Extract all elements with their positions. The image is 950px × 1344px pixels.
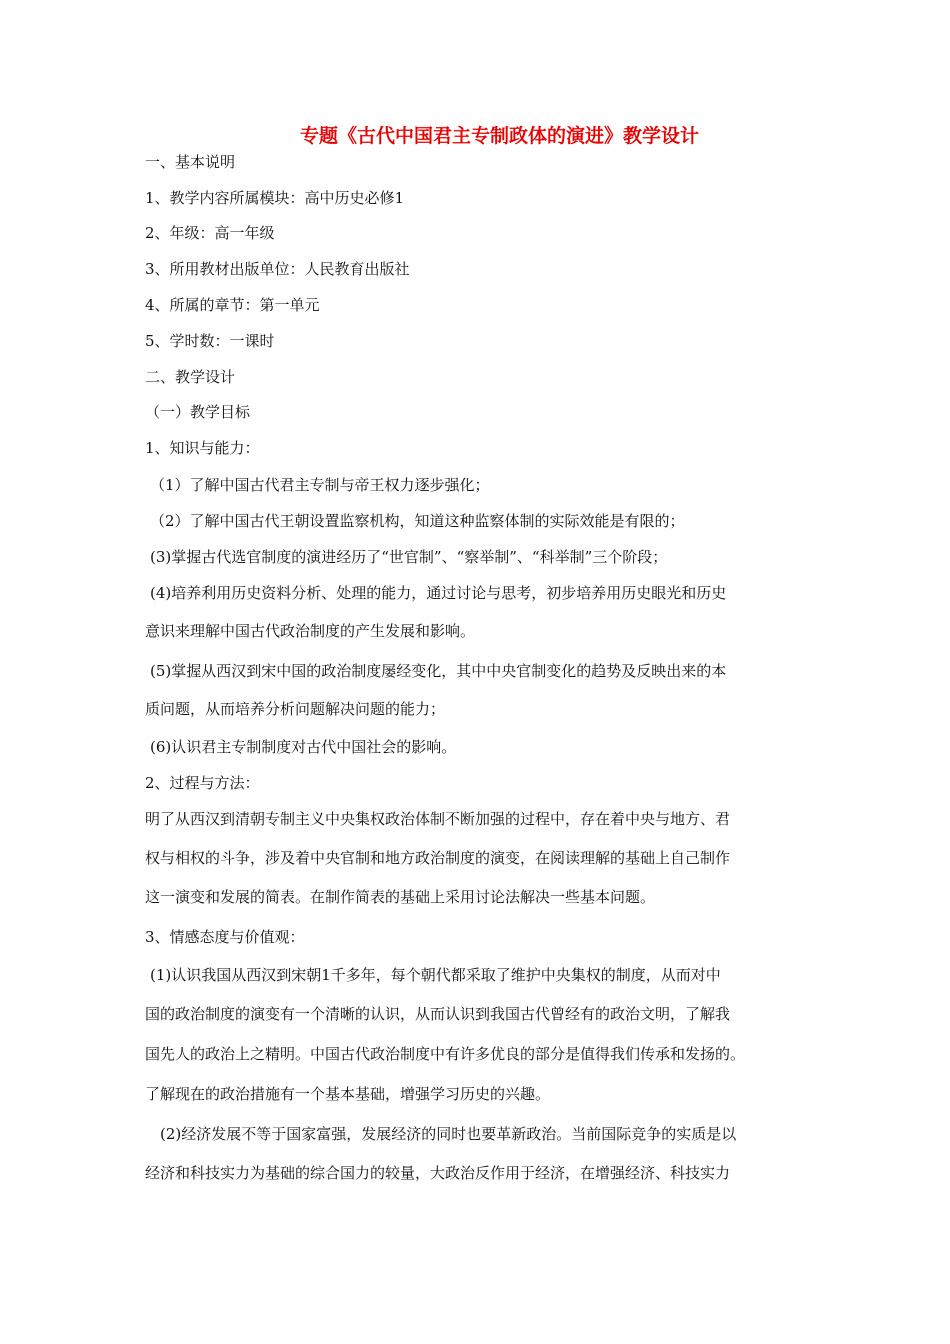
text-line: 2、过程与方法： — [145, 774, 260, 792]
text-line: 意识来理解中国古代政治制度的产生发展和影响。 — [145, 622, 476, 640]
document-title: 专题《古代中国君主专制政体的演进》教学设计 — [300, 125, 700, 147]
text-line: （1）了解中国古代君主专制与帝王权力逐步强化； — [150, 476, 490, 494]
text-line: 4、所属的章节：第一单元 — [145, 296, 320, 314]
subsection-heading: （一）教学目标 — [145, 403, 251, 421]
text-line: (5)掌握从西汉到宋中国的政治制度屡经变化，其中中央官制变化的趋势及反映出来的本 — [150, 662, 727, 680]
text-line: 这一演变和发展的简表。在制作简表的基础上采用讨论法解决一些基本问题。 — [145, 888, 656, 906]
section-heading: 二、教学设计 — [145, 368, 236, 386]
text-line: (6)认识君主专制制度对古代中国社会的影响。 — [150, 738, 457, 756]
text-line: (4)培养利用历史资料分析、处理的能力，通过讨论与思考，初步培养用历史眼光和历史 — [150, 584, 727, 602]
text-line: 3、所用教材出版单位：人民教育出版社 — [145, 260, 410, 278]
text-line: 了解现在的政治措施有一个基本基础，增强学习历史的兴趣。 — [145, 1085, 551, 1103]
text-line: 经济和科技实力为基础的综合国力的较量，大政治反作用于经济，在增强经济、科技实力 — [145, 1164, 731, 1182]
text-line: 1、知识与能力： — [145, 439, 260, 457]
text-line: 质问题，从而培养分析问题解决问题的能力； — [145, 700, 446, 718]
text-line: (3)掌握古代选官制度的演进经历了“世官制”、“察举制”、“科举制”三个阶段； — [150, 548, 668, 566]
text-line: 权与相权的斗争，涉及着中央官制和地方政治制度的演变，在阅读理解的基础上自己制作 — [145, 849, 731, 867]
text-line: 5、学时数：一课时 — [145, 332, 275, 350]
text-line: 2、年级：高一年级 — [145, 224, 275, 242]
text-line: 1、教学内容所属模块：高中历史必修1 — [145, 189, 405, 207]
section-heading: 一、基本说明 — [145, 153, 236, 171]
text-line: 国先人的政治上之精明。中国古代政治制度中有许多优良的部分是值得我们传承和发扬的。 — [145, 1045, 746, 1063]
text-line: 3、情感态度与价值观： — [145, 928, 305, 946]
text-line: （2）了解中国古代王朝设置监察机构，知道这种监察体制的实际效能是有限的； — [150, 512, 685, 530]
text-line: 国的政治制度的演变有一个清晰的认识，从而认识到我国古代曾经有的政治文明，了解我 — [145, 1005, 731, 1023]
text-line: (2)经济发展不等于国家富强，发展经济的同时也要革新政治。当前国际竞争的实质是以 — [160, 1125, 737, 1143]
text-line: 明了从西汉到清朝专制主义中央集权政治体制不断加强的过程中，存在着中央与地方、君 — [145, 810, 731, 828]
text-line: (1)认识我国从西汉到宋朝1千多年，每个朝代都采取了维护中央集权的制度，从而对中 — [150, 966, 721, 984]
